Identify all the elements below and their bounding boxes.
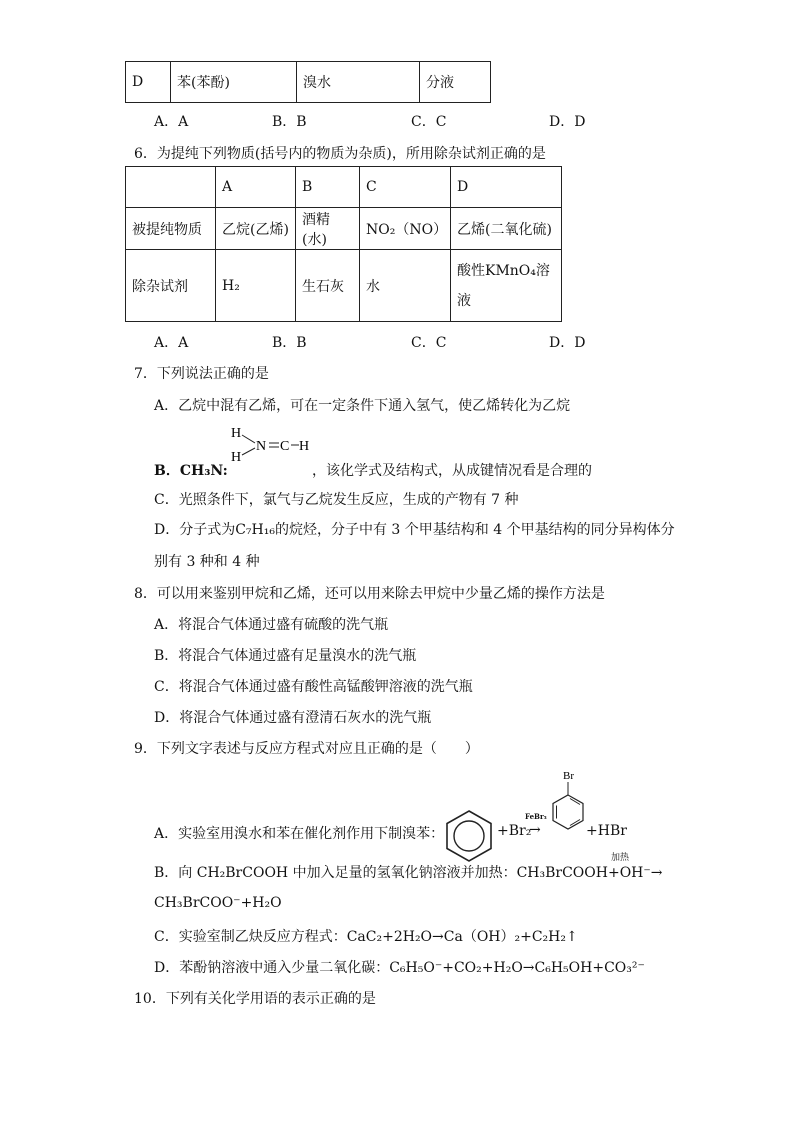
q7-struct-c: C xyxy=(280,439,290,454)
q6-header-blank xyxy=(126,167,216,208)
q5-cell-label: D xyxy=(126,62,171,103)
q6-row1-c: NO₂（NO） xyxy=(360,208,451,250)
q9-option-a-br2: +Br₂ xyxy=(497,823,532,839)
q9-option-a-text: A．实验室用溴水和苯在催化剂作用下制溴苯： xyxy=(154,826,445,842)
q9-option-b-heat: 加热 xyxy=(611,853,630,863)
q5-option-a: A．A xyxy=(154,114,189,130)
q7-stem: 7．下列说法正确的是 xyxy=(134,366,269,382)
q6-row2-a: H₂ xyxy=(216,250,296,322)
q6-header-c: C xyxy=(360,167,451,208)
q7-option-c: C．光照条件下，氯气与乙烷发生反应，生成的产物有 7 种 xyxy=(154,492,519,508)
q6-row2-d-line2: 液 xyxy=(457,292,471,309)
q9-option-a-hbr: +HBr xyxy=(586,823,627,839)
q8-option-a: A．将混合气体通过盛有硫酸的洗气瓶 xyxy=(154,617,389,633)
q5-option-c: C．C xyxy=(411,114,447,130)
bromobenzene-icon xyxy=(548,768,588,832)
q6-row1-b: 酒精(水) xyxy=(296,208,360,250)
q5-cell-reagent: 溴水 xyxy=(297,62,420,103)
q8-stem: 8．可以用来鉴别甲烷和乙烯，还可以用来除去甲烷中少量乙烯的操作方法是 xyxy=(134,586,605,602)
q9-option-d: D．苯酚钠溶液中通入少量二氧化碳：C₆H₅O⁻+CO₂+H₂O→C₆H₅OH+CO₃²⁻ xyxy=(154,960,645,976)
q8-option-d: D．将混合气体通过盛有澄清石灰水的洗气瓶 xyxy=(154,710,432,726)
q7-struct-h3: H xyxy=(299,439,310,454)
q8-option-c: C．将混合气体通过盛有酸性高锰酸钾溶液的洗气瓶 xyxy=(154,679,473,695)
q8-option-b: B．将混合气体通过盛有足量溴水的洗气瓶 xyxy=(154,648,417,664)
q7-bond-h1-n xyxy=(242,435,255,443)
q6-option-c: C．C xyxy=(411,335,447,351)
q7-option-b-suffix: ，该化学式及结构式，从成键情况看是合理的 xyxy=(312,463,592,479)
q6-header-d: D xyxy=(451,167,562,208)
q7-struct-h1: H xyxy=(231,426,242,441)
q9-stem: 9．下列文字表述与反应方程式对应且正确的是（ ） xyxy=(134,741,479,757)
q10-stem: 10．下列有关化学用语的表示正确的是 xyxy=(134,991,376,1007)
bromobenzene-br-label: Br xyxy=(563,770,574,782)
q6-option-b: B．B xyxy=(272,335,307,351)
q9-option-b-line1: B．向 CH₂BrCOOH 中加入足量的氢氧化钠溶液并加热：CH₃BrCOOH+OH⁻→ xyxy=(154,865,663,881)
q7-option-d-line1: D．分子式为C₇H₁₆的烷烃，分子中有 3 个甲基结构和 4 个甲基结构的同分异构体分 xyxy=(154,522,675,538)
q6-row2-c: 水 xyxy=(360,250,451,322)
q5-option-d: D．D xyxy=(549,114,586,130)
q6-row2-d-line1: 酸性KMnO₄溶 xyxy=(457,262,550,279)
q6-header-b: B xyxy=(296,167,360,208)
q5-option-b: B．B xyxy=(272,114,307,130)
q9-option-a-arrow: → xyxy=(529,822,541,838)
q7-structure-formula xyxy=(225,421,317,469)
q5-cell-substance: 苯(苯酚) xyxy=(171,62,297,103)
q7-struct-h2: H xyxy=(231,450,242,465)
q5-cell-method: 分液 xyxy=(420,62,491,103)
q7-option-a: A．乙烷中混有乙烯，可在一定条件下通入氢气，使乙烯转化为乙烷 xyxy=(154,398,571,414)
q6-header-a: A xyxy=(216,167,296,208)
q5-table xyxy=(125,61,491,103)
q6-table xyxy=(125,166,562,322)
q7-option-d-line2: 别有 3 种和 4 种 xyxy=(154,554,260,570)
q6-option-a: A．A xyxy=(154,335,189,351)
q6-option-d: D．D xyxy=(549,335,586,351)
q9-option-b-line2: CH₃BrCOO⁻+H₂O xyxy=(154,895,282,911)
q6-row1-label: 被提纯物质 xyxy=(126,208,216,250)
q6-row2-label: 除杂试剂 xyxy=(126,250,216,322)
q7-struct-n: N xyxy=(256,439,267,454)
q9-option-a-catalyst: FeBr₃ xyxy=(525,812,547,821)
q6-row2-b: 生石灰 xyxy=(296,250,360,322)
q9-option-c: C．实验室制乙炔反应方程式：CaC₂+2H₂O→Ca（OH）₂+C₂H₂↑ xyxy=(154,929,578,945)
q6-row1-d: 乙烯(二氧化硫) xyxy=(451,208,562,250)
bromobenzene-ring xyxy=(553,795,583,829)
q6-row2-d xyxy=(451,250,562,322)
benzene-ring-icon xyxy=(441,808,497,864)
q7-option-b-prefix: B．CH₃N: xyxy=(154,463,228,479)
q7-bond-h2-n xyxy=(242,448,255,455)
q6-stem: 6．为提纯下列物质(括号内的物质为杂质)，所用除杂试剂正确的是 xyxy=(134,146,546,162)
q6-row1-a: 乙烷(乙烯) xyxy=(216,208,296,250)
